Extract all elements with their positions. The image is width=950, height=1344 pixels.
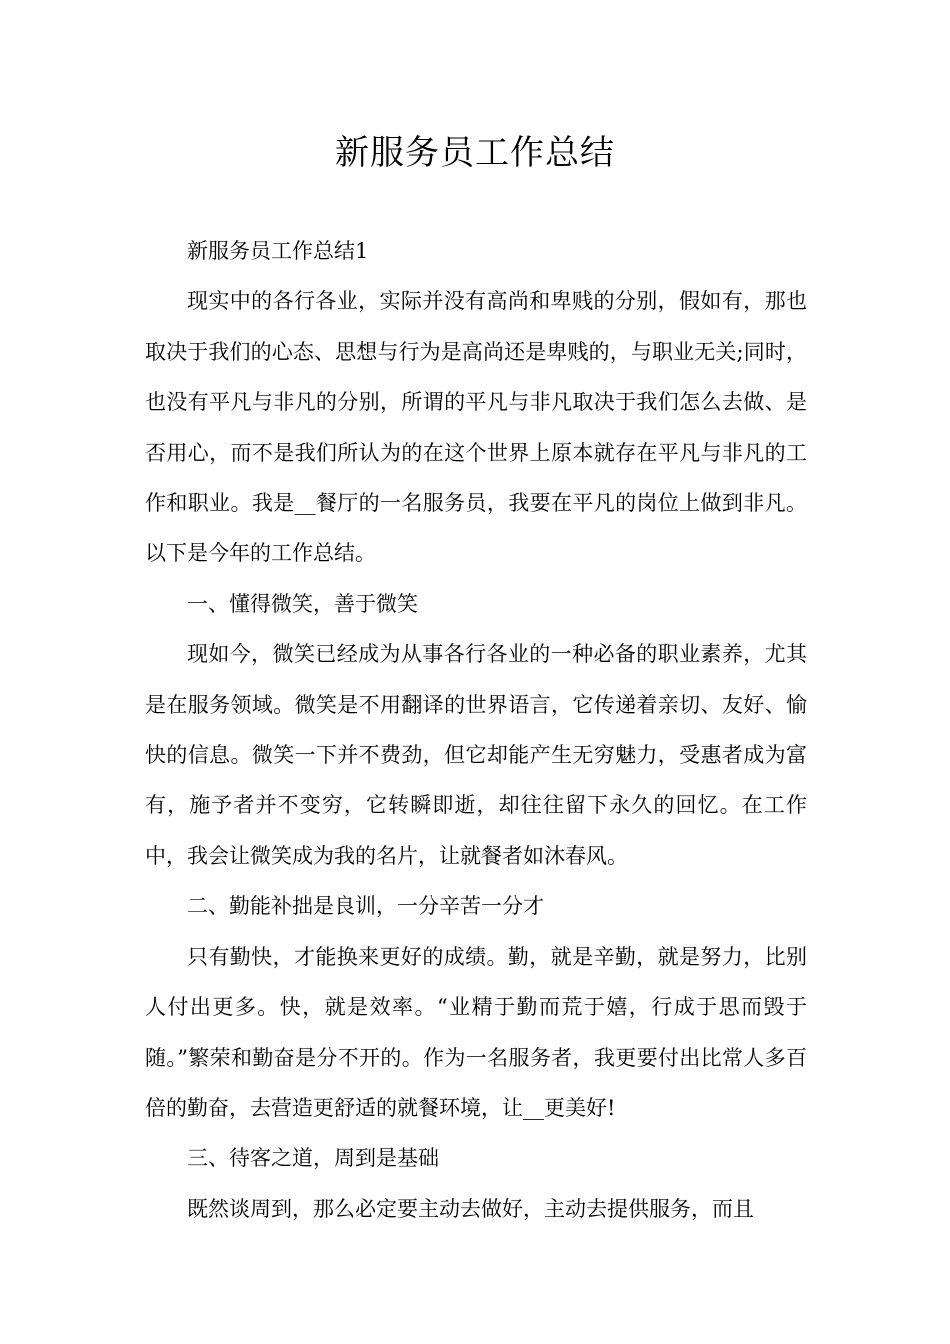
section-heading: 一、懂得微笑，善于微笑	[187, 591, 418, 616]
section-heading: 新服务员工作总结1	[187, 239, 369, 263]
section-heading: 二、勤能补拙是良训，一分辛苦一分才	[187, 894, 544, 919]
document-title: 新服务员工作总结	[335, 133, 615, 173]
body-paragraph: 现实中的各行各业，实际并没有高尚和卑贱的分别，假如有，那也取决于我们的心态、思想与行为是高尚还是卑贱的，与职业无关;同时，也没有平凡与非凡的分别，所谓的平凡与非凡取决于我们怎么去做、是否用心，而不是我们所认为的在这个世界上原本就存在平凡与非凡的工作和职业。我是__餐厅的一名服务员，我要在平凡的岗位上做到非凡。以下是今年的工作总结。	[145, 289, 807, 566]
body-paragraph: 现如今，微笑已经成为从事各行各业的一种必备的职业素养，尤其是在服务领域。微笑是不用翻译的世界语言，它传递着亲切、友好、愉快的信息。微笑一下并不费劲，但它却能产生无穷魅力，受惠者成为富有，施予者并不变穷，它转瞬即逝，却往往留下永久的回忆。在工作中，我会让微笑成为我的名片，让就餐者如沐春风。	[145, 642, 807, 868]
body-paragraph: 只有勤快，才能换来更好的成绩。勤，就是辛勤，就是努力，比别人付出更多。快，就是效率。“业精于勤而荒于嬉，行成于思而毁于随。”繁荣和勤奋是分不开的。作为一名服务者，我更要付出比常人多百倍的勤奋，去营造更舒适的就餐环境，让__更美好!	[145, 944, 807, 1120]
document-body	[145, 226, 807, 1234]
section-heading: 三、待客之道，周到是基础	[187, 1146, 439, 1171]
body-paragraph: 既然谈周到，那么必定要主动去做好，主动去提供服务，而且	[187, 1196, 754, 1221]
